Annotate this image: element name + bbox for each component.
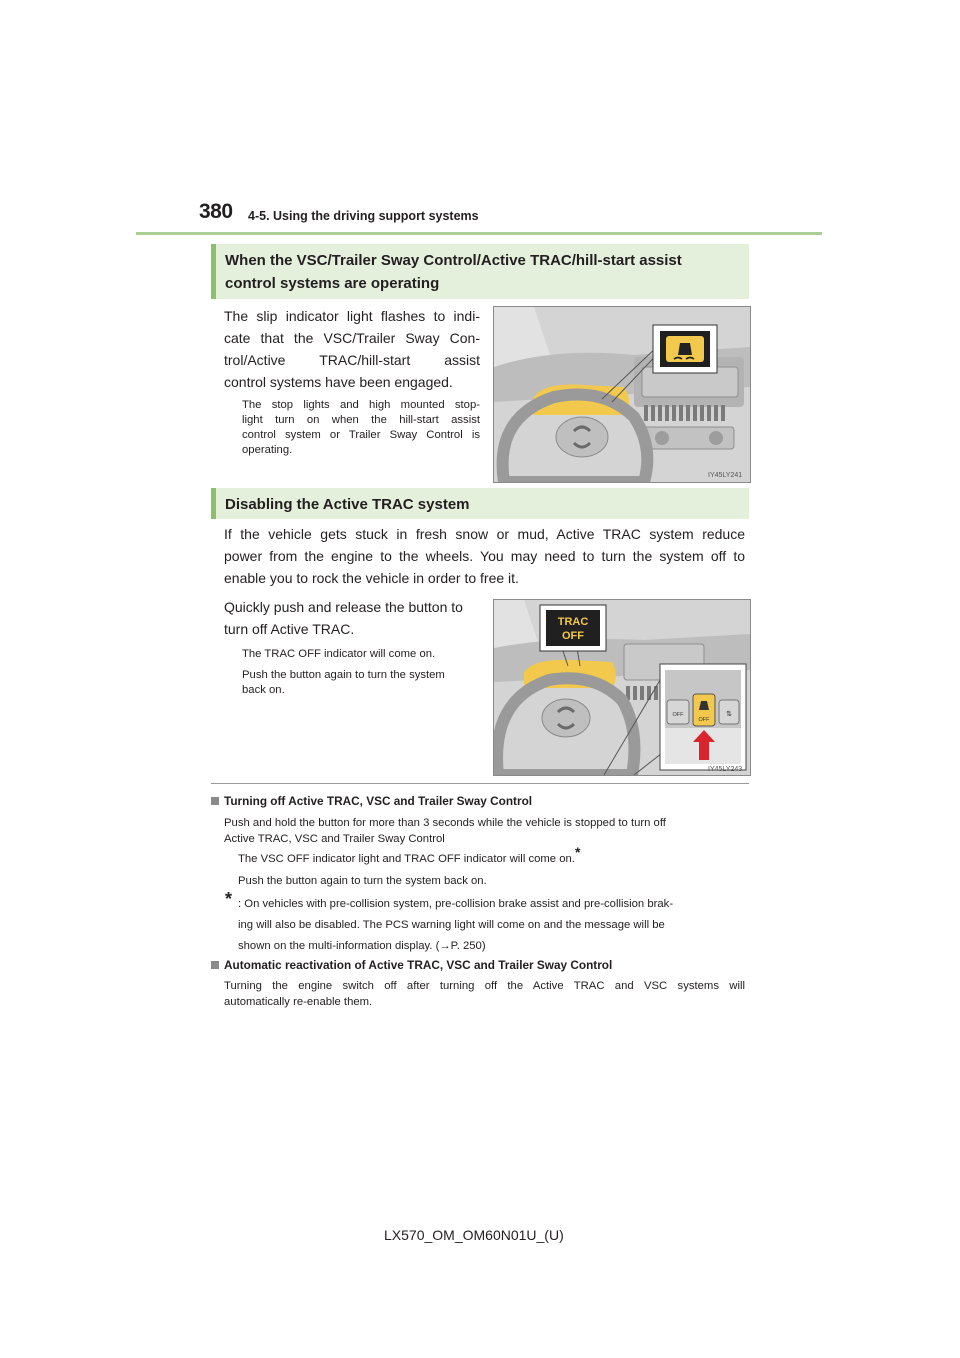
trac-off-indicator-line1: TRAC [557, 616, 589, 628]
figure-slip-indicator [493, 306, 751, 483]
figure-trac-off-button [493, 599, 751, 776]
section-title: 4-5. Using the driving support systems [248, 209, 479, 223]
button-center-label: OFF [698, 717, 710, 723]
vsc-off-indicator-line [238, 844, 745, 867]
model-code-footer: LX570_OM_OM60N01U_(U) [384, 1227, 564, 1243]
body-line: Quickly push and release the button to [224, 599, 463, 615]
note-line: operating. [242, 444, 293, 456]
body-line: cate that the VSC/Trailer Sway Con- [224, 330, 480, 346]
figure-code: IY45LY243 [708, 766, 743, 773]
trac-off-note: The TRAC OFF indicator will come on. [242, 648, 436, 660]
body-line: trol/Active TRAC/hill-start assist [224, 352, 480, 368]
trac-off-indicator-line2: OFF [562, 630, 584, 642]
footnote [224, 889, 745, 957]
body-line: control systems have been engaged. [224, 374, 453, 390]
subhead-turning-off [211, 793, 532, 809]
stuck-vehicle-text [224, 523, 745, 589]
bullet-square-icon [211, 797, 219, 805]
header-rule [136, 232, 822, 235]
heading-disabling-trac: Disabling the Active TRAC system [211, 488, 749, 519]
push-again-line: Push the button again to turn the system back on. [238, 875, 487, 887]
push-again-note [242, 668, 482, 698]
turning-off-text [224, 815, 745, 847]
asterisk-mark: * [574, 844, 581, 861]
heading-line-1: When the VSC/Trailer Sway Control/Active TRAC/hill-start assist [225, 252, 682, 269]
svg-text:⇅: ⇅ [726, 710, 732, 718]
small-line: automatically re-enable them. [224, 996, 373, 1008]
small-line: The VSC OFF indicator light and TRAC OFF indicator will come on. [238, 853, 575, 865]
subhead-text: Automatic reactivation of Active TRAC, VSC and Trailer Sway Control [224, 958, 613, 972]
footnote-line: ing will also be disabled. The PCS warning light will come on and the message will be [238, 919, 665, 931]
note-line: control system or Trailer Sway Control is [242, 429, 480, 441]
body-line: The slip indicator light flashes to indi- [224, 308, 480, 324]
body-line: power from the engine to the wheels. You may need to turn the system off to [224, 548, 745, 564]
note-line: Push the button again to turn the system [242, 669, 445, 681]
small-line: Push and hold the button for more than 3 seconds while the vehicle is stopped to turn off [224, 817, 666, 829]
bullet-square-icon [211, 961, 219, 969]
body-line: enable you to rock the vehicle in order to free it. [224, 570, 519, 586]
button-left-label: OFF [672, 712, 684, 718]
small-line: Active TRAC, VSC and Trailer Sway Control [224, 833, 445, 845]
subhead-reactivation [211, 957, 612, 973]
note-line: light turn on when the hill-start assist [242, 414, 480, 426]
body-line: turn off Active TRAC. [224, 621, 355, 637]
reactivation-text [224, 978, 745, 1010]
stop-lights-note [242, 398, 480, 458]
footnote-mark: * [225, 889, 233, 909]
note-line: back on. [242, 684, 285, 696]
slip-indicator-text [224, 305, 480, 393]
heading-vsc-operating [211, 244, 749, 299]
push-button-instruction [224, 596, 486, 640]
page-number: 380 [199, 200, 233, 223]
heading-line-2: control systems are operating [225, 275, 440, 292]
figure-code: IY45LY241 [708, 472, 743, 479]
footnote-line: : On vehicles with pre-collision system, pre-collision brake assist and pre-collision brak- [238, 898, 674, 910]
subhead-text: Turning off Active TRAC, VSC and Trailer Sway Control [224, 794, 533, 808]
note-line: The stop lights and high mounted stop- [242, 399, 480, 411]
small-line: Turning the engine switch off after turning off the Active TRAC and VSC systems will [224, 980, 745, 992]
body-line: If the vehicle gets stuck in fresh snow or mud, Active TRAC system reduce [224, 526, 745, 542]
section-divider [211, 783, 749, 784]
footnote-line: shown on the multi-information display. (→P. 250) [238, 940, 486, 952]
